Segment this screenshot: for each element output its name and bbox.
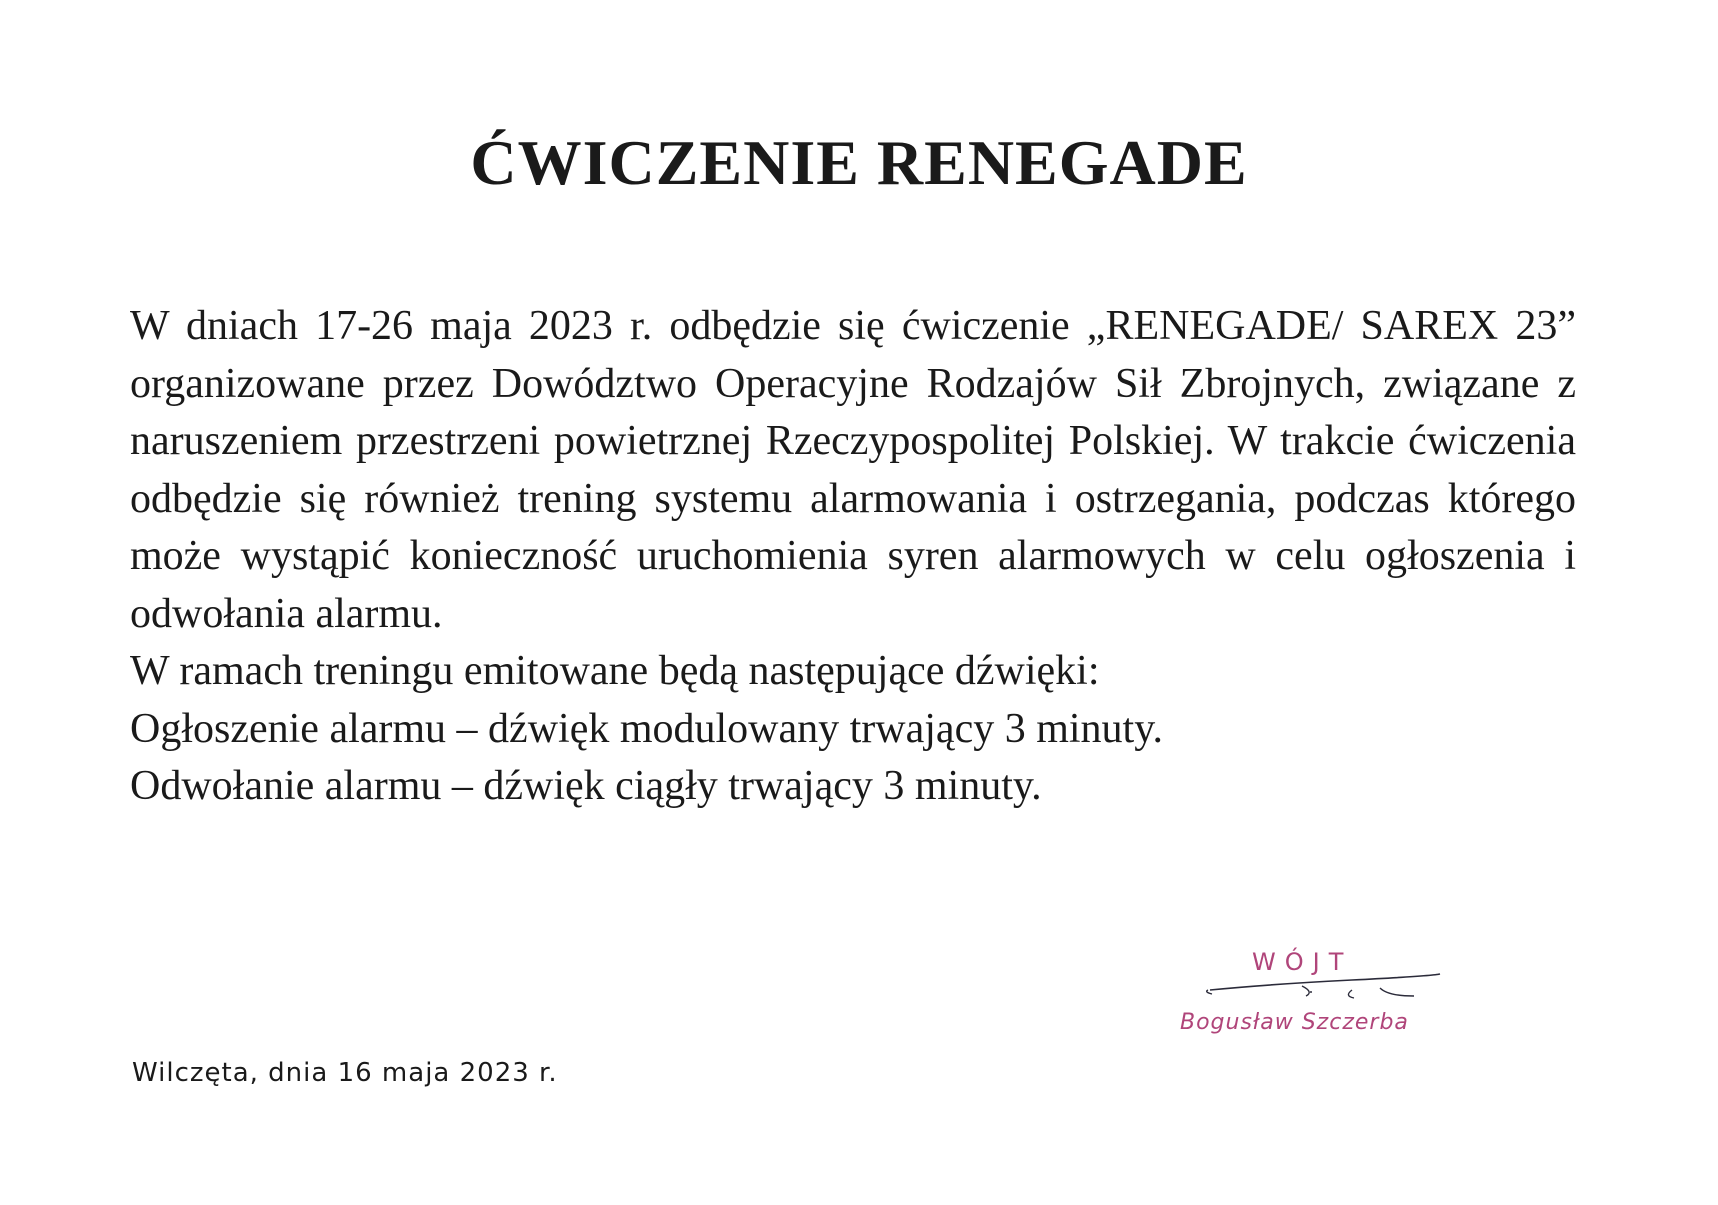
handwritten-signature: [1202, 970, 1442, 1010]
sound-alarm-announcement: Ogłoszenie alarmu – dźwięk modulowany trwający 3 minuty.: [130, 705, 1163, 752]
place-and-date: Wilczęta, dnia 16 maja 2023 r.: [132, 1058, 558, 1088]
sounds-intro: W ramach treningu emitowane będą następujące dźwięki:: [130, 648, 1100, 694]
stamp-name: Bogusław Szczerba: [1180, 1010, 1409, 1035]
stamp-title: WÓJT: [1252, 948, 1353, 976]
notice-main-paragraph: W dniach 17-26 maja 2023 r. odbędzie się ćwiczenie „RENEGADE/ SAREX 23” organizowane przez Dowództwo Operacyjne Rodzajów Sił Zbrojnych, związane z naruszeniem przestrzeni powietrznej Rzeczypospolitej Polskiej. W trakcie ćwiczenia odbędzie się również trening systemu alarmowania i ostrzegania, podczas którego może wystąpić konieczność uruchomienia syren alarmowych w celu ogłoszenia i odwołania alarmu.: [130, 303, 1576, 637]
page-title: ĆWICZENIE RENEGADE: [470, 127, 1248, 198]
official-stamp: [1180, 948, 1460, 1048]
notice-body: [130, 298, 1576, 816]
sound-alarm-cancellation: Odwołanie alarmu – dźwięk ciągły trwający 3 minuty.: [130, 763, 1042, 809]
